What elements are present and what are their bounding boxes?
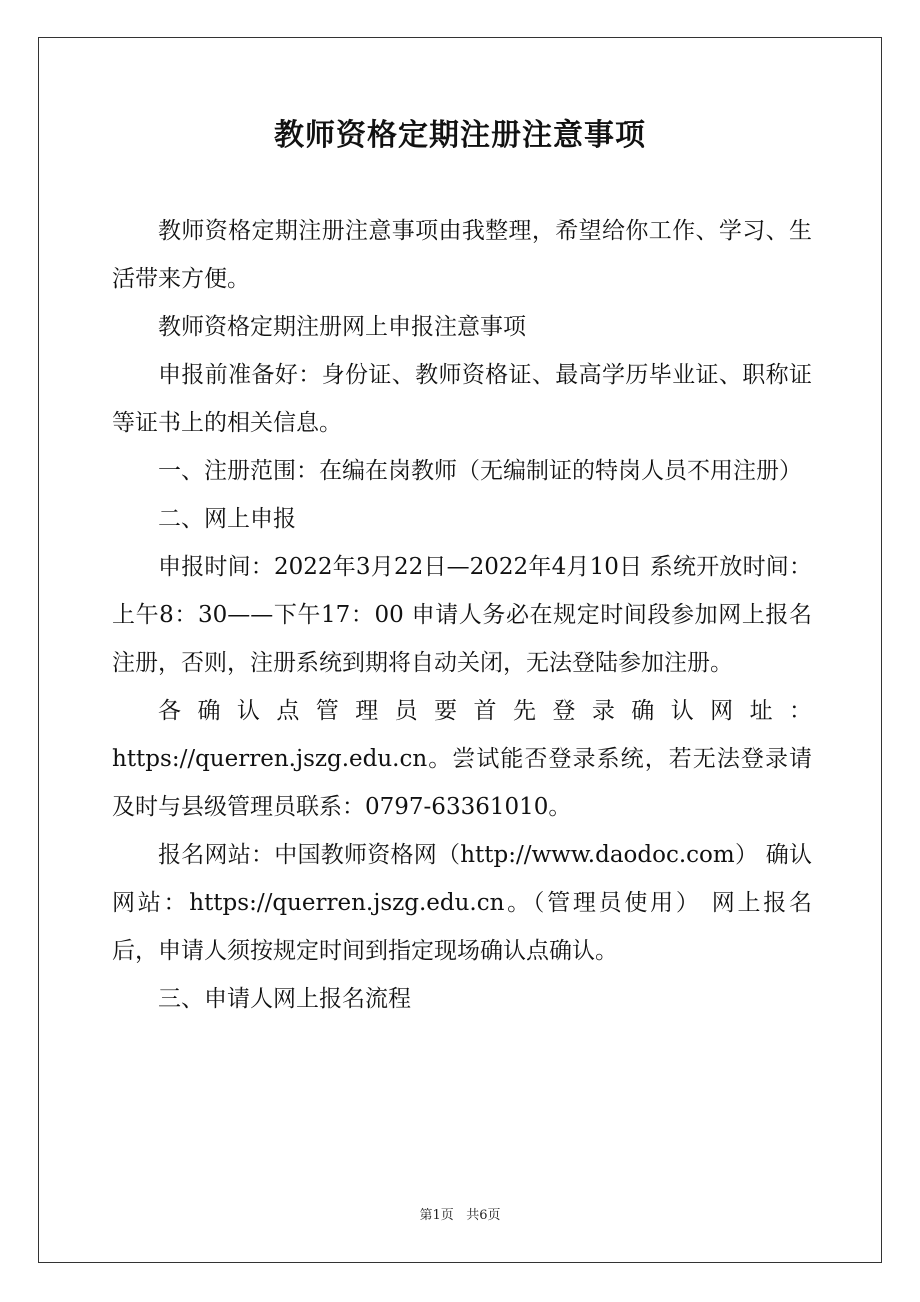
paragraph-admin-login: 各确认点管理员要首先登录确认网址：https://querren.jszg.edu.cn。尝试能否登录系统，若无法登录请及时与县级管理员联系：0797-63361010。 [112, 698, 812, 820]
paragraph-preparation: 申报前准备好：身份证、教师资格证、最高学历毕业证、职称证等证书上的相关信息。 [112, 362, 812, 436]
footer-page-number: 第1页 [419, 1208, 454, 1223]
page-footer [38, 1206, 882, 1226]
paragraph-intro: 教师资格定期注册注意事项由我整理，希望给你工作、学习、生活带来方便。 [112, 218, 812, 292]
paragraph-application-time: 申报时间：2022年3月22日—2022年4月10日 系统开放时间：上午8：30——下午17：00 申请人务必在规定时间段参加网上报名注册，否则，注册系统到期将自动关闭，无法登陆参加注册。 [112, 554, 812, 676]
paragraph-scope: 一、注册范围：在编在岗教师（无编制证的特岗人员不用注册） [158, 458, 802, 484]
document-body [112, 207, 812, 1023]
document-title: 教师资格定期注册注意事项 [274, 118, 646, 153]
paragraph-websites: 报名网站：中国教师资格网（http://www.daodoc.com） 确认网站：https://querren.jszg.edu.cn。（管理员使用） 网上报名后，申请人须按规定时间到指定现场确认点确认。 [112, 842, 812, 964]
paragraph-heading-online-notes: 教师资格定期注册网上申报注意事项 [158, 314, 526, 340]
paragraph-heading-online-application: 二、网上申报 [158, 506, 296, 532]
footer-total-pages: 共6页 [466, 1208, 501, 1223]
paragraph-heading-process: 三、申请人网上报名流程 [158, 986, 411, 1012]
